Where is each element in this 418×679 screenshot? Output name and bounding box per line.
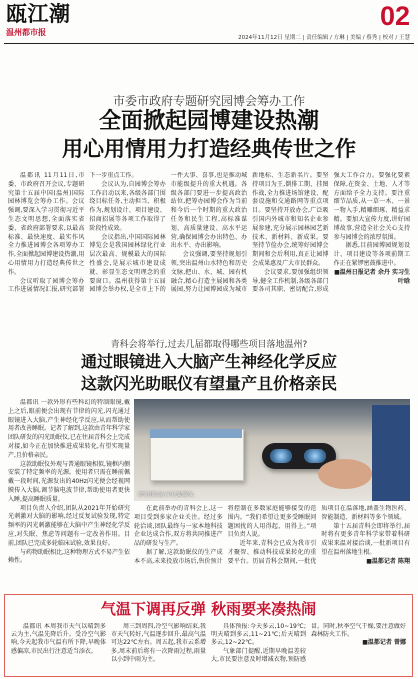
- paragraph: 温都讯 11月11日,市委、市政府召开会议,专题研究第十五届中国(温州)国际园林博览会筹办工作。会议强调,要深入学习贯彻习近平生态文明思想,全面落实省委、省政府部署要求,以最高标准、最快速度、最实作风全力推进园博会各项筹办工作,全面掀起园博建设热潮,用心用情用力打造经典传世之作。: [8, 172, 85, 276]
- photo-lens-right: [304, 449, 326, 463]
- page-number: 02: [379, 1, 410, 31]
- section-title: 瓯江潮: [6, 1, 71, 26]
- tech-article-headline-line2: 这款闪光助眠仪有望量产且价格亲民: [80, 374, 337, 393]
- paragraph: 在此前举办的青科会上,这一项目受到多家企业关注。经过多轮洽谈,团队最终与一家本地科技企业达成合作,双方将共同推进产品的研发与生产。: [134, 505, 223, 548]
- tech-article-headline-line1: 通过眼镜进入大脑产生神经化学反应: [80, 352, 337, 371]
- photo-caption: 研发团队展示闪光助眠仪。: [138, 492, 199, 498]
- tech-article-body-right: [134, 505, 410, 591]
- photo-chair: [372, 405, 410, 501]
- paragraph: 据悉,目前园博园规划设计、项目建设等各项前期工作正在紧锣密鼓推进中。: [333, 242, 410, 267]
- paragraph: 会议指出,中国国际园林博览会是我国园林绿化行业层次最高、规模最大的国际性盛会,是展示城市建设成就、彰显生态文明理念的重要窗口。温州获得第十五届园博会举办权,是全市上下的一件大事、喜事,也是推动城市能级提升的重大机遇。各级各部门要进一步提高政治站位,把筹办园博会作为当前和今后一个时期的重大政治任务和民生工程,高标准谋划、高质量建设、高水平运营,确保园博会办出特色、办出水平、办出影响。: [89, 172, 248, 294]
- byline: ■温都记者 陈翔: [366, 557, 410, 565]
- main-article-headline-line2: 用心用情用力打造经典传世之作: [62, 136, 356, 161]
- tech-article-body-left: [8, 399, 130, 590]
- photo-box-stripe: [150, 429, 242, 438]
- weather-headline: 气温下调再反弹 秋雨要来凑热闹: [100, 600, 317, 618]
- main-article-headline-line1: 全面掀起园博建设热潮: [98, 108, 319, 134]
- weather-body: [11, 623, 406, 673]
- dateline: 2024年11月12日 星期二 | 责任编辑 / 方琳 | 美编 / 蔡秀 | 校对 / 王慧: [238, 35, 410, 41]
- news-photo: [134, 399, 410, 501]
- paragraph: 气象部门提醒,近期早晚温差较大,市民要注意及时增减衣物,预防感冒。同时,秋季空气干燥,要注意做好森林防火工作。: [211, 623, 406, 663]
- paragraph: 项目负责人介绍,团队从2021年开始研究光刺激对大脑的影响,经过反复试验发现,特定频率的闪光刺激能够在大脑中产生神经化学反应,对失眠、焦虑等问题有一定改善作用。目前,团队已完成多轮临床试验,效果良好。: [8, 504, 130, 547]
- paragraph: 据了解,这款助眠仪的生产成本不高,未来投放市场后,售价预计将控制在多数家庭能够接受的范围内。“我们希望让更多受睡眠问题困扰的人用得起、用得上。”项目负责人说。: [134, 505, 317, 565]
- main-article-body: [8, 172, 410, 336]
- paragraph: 第十五届青科会即将举行,届时将有更多青年科学家带着科研成果来温对接洽谈,一批新项目有望在温州落地生根。: [321, 522, 410, 556]
- paragraph: 这款助眠仪外观与普通眼镜相似,镜框内侧安装了特定频率的光源。使用者只需在睡前佩戴一段时间,光源发出的40Hz闪光便会经视网膜传入大脑,调节脑电波节律,帮助使用者更快入睡,提高睡眠质量。: [8, 460, 130, 503]
- paragraph: 周三到周四,冷空气影响结束,我市天气转好,气温逐步回升,最高气温可达22℃左右。周五起,我市云系增多,周末前后将有一次降雨过程,雨量以小到中雨为主。: [111, 623, 206, 663]
- paragraph: 温都讯 一款外形有些科幻的特制眼镜,戴上之后,眼前便会出现有节律的闪光,闪光通过眼镜进入大脑,产生神经化学反应,从而帮助使用者改善睡眠。记者了解到,这款由青年科学家团队研发的闪光助眠仪,已在往届青科会上完成对接,如今正在加快推进成果转化,有望实现量产,且价格亲民。: [8, 399, 130, 459]
- paper-name: 温州都市报: [6, 28, 46, 37]
- tech-article-kicker: 青科会将举行,过去几届都取得哪些项目落地温州?: [110, 340, 308, 350]
- weather-news-box: [4, 594, 413, 677]
- photo-hand: [318, 459, 372, 489]
- paragraph: 具体预报:今天多云,10~19℃;明天晴到多云,11~21℃;后天晴到多云,12~22℃。: [211, 623, 306, 647]
- paragraph: 温都讯 本周我市天气以晴到多云为主,气温先降后升。受冷空气影响,今天起我市气温有所下降,早晚体感偏凉,市民出行注意适当添衣。: [11, 623, 106, 655]
- photo-lens-left: [270, 449, 292, 463]
- byline: ■温州日报记者 余丹 实习生 叶晗: [334, 268, 410, 285]
- main-article-kicker: 市委市政府专题研究园博会筹办工作: [112, 94, 305, 108]
- byline: ■温都记者 曾娜: [362, 639, 406, 647]
- paragraph: 会议强调,要坚持规划引领,突出温州山水特色和历史文脉,把山、水、城、园有机融合,精心打造主展园和各类展园,努力让园博园成为城市新地标、生态新名片。要坚持项目为王,倒排工期、挂图作战,全力推进场馆建设、配套设施和交通路网等重点项目。要坚持开放办会,广泛吸引国内外城市和知名企业参展参建,充分展示园林园艺新技术、新材料、新成果。要坚持节俭办会,统筹好园博会期间和会后利用,真正让园博会成果惠及广大市民群众。: [170, 172, 329, 294]
- paragraph: 近年来,青科会已成为我市引才聚智、推动科技成果转化的重要平台。历届青科会期间,一批优质项目在温落地,涵盖生物医药、智能制造、新材料等多个领域。: [227, 505, 410, 565]
- paragraph: 与药物助眠相比,这种物理方式不易产生依赖性。: [8, 548, 130, 565]
- header-divider: [4, 43, 414, 44]
- paragraph: 会议认为,自园博会筹办工作启动以来,各级各部门围绕目标任务,主动担当、积极作为,规划设计、项目建设、招商招展等各项工作取得了阶段性成效。: [89, 180, 166, 232]
- paragraph: 会议要求,要加强组织领导,健全工作机制,各级各部门要各司其职、密切配合,形成强大工作合力。要强化要素保障,在资金、土地、人才等方面给予全力支持。要注重细节品质,从一草一木、一景一物入手,精雕细琢、精益求精。要加大宣传力度,讲好园博故事,营造全社会关心支持参与园博会的浓厚氛围。: [252, 172, 410, 294]
- paragraph: 会议听取了园博会筹办工作进展情况汇报,研究部署下一步重点工作。: [8, 172, 138, 294]
